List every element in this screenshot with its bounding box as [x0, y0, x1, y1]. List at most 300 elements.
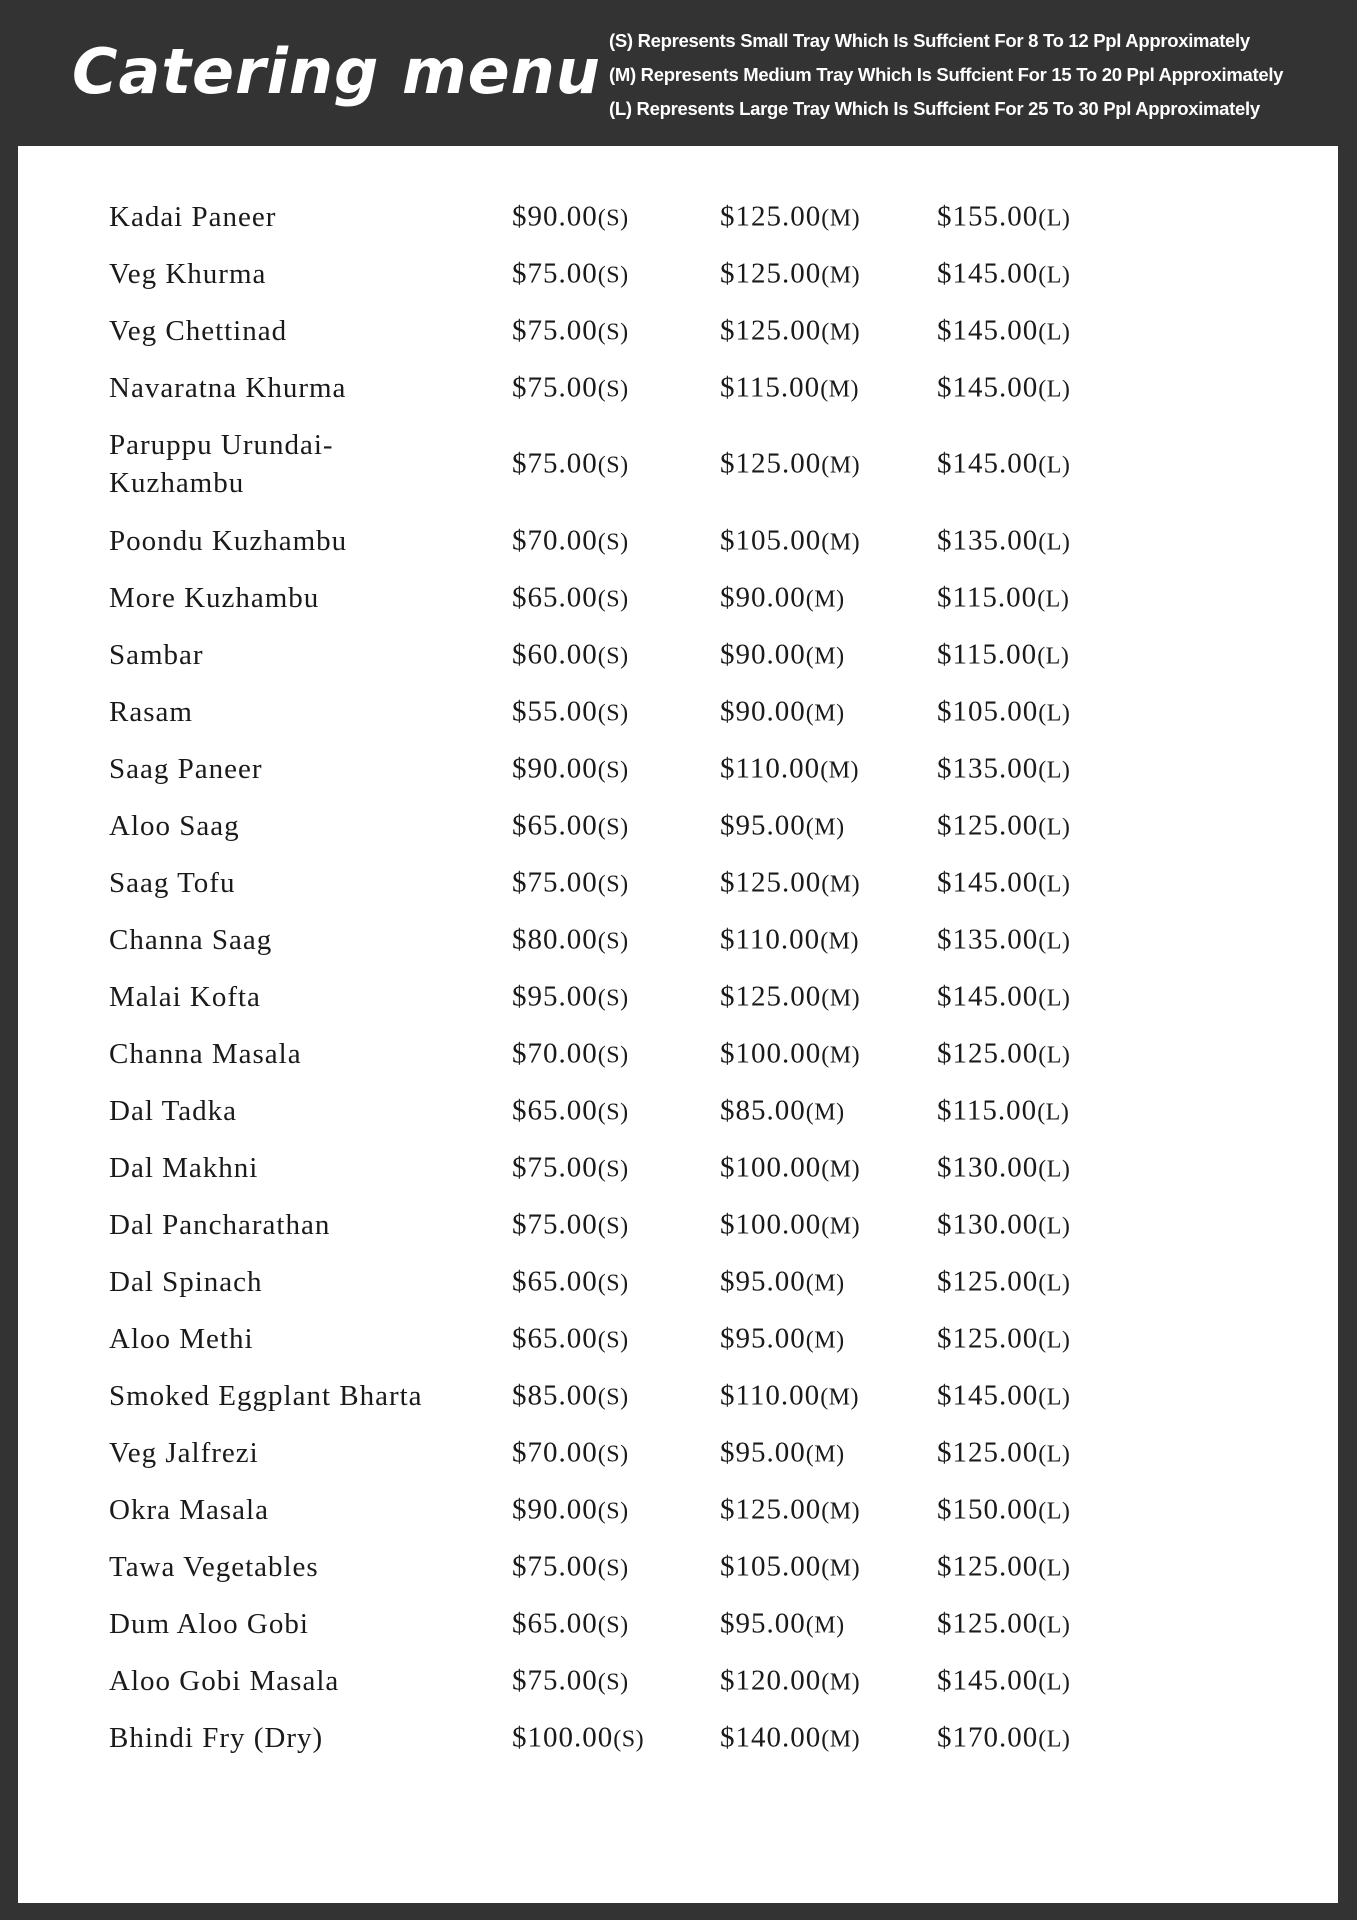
table-row	[18, 741, 1338, 798]
price-value: $100.00	[720, 1151, 822, 1184]
dish-name: Aloo Gobi Masala	[109, 1665, 340, 1697]
tray-size-label: (M)	[821, 262, 861, 289]
tray-size-label: (L)	[1038, 452, 1071, 479]
price-medium	[720, 525, 860, 558]
price-large	[937, 372, 1070, 405]
dish-name: Rasam	[109, 696, 193, 728]
price-value: $75.00	[512, 257, 598, 290]
price-value: $70.00	[512, 1436, 598, 1469]
tray-size-label: (L)	[1038, 1669, 1071, 1696]
price-large	[937, 1380, 1070, 1413]
price-medium	[720, 448, 860, 481]
price-small	[512, 1494, 629, 1527]
price-medium	[720, 1494, 860, 1527]
price-value: $110.00	[720, 752, 821, 785]
price-value: $145.00	[937, 257, 1039, 290]
tray-size-label: (L)	[1038, 1498, 1071, 1525]
price-value: $95.00	[720, 1436, 806, 1469]
price-value: $90.00	[720, 638, 806, 671]
dish-name: Channa Masala	[109, 1038, 302, 1070]
table-row	[18, 426, 1338, 502]
tray-size-label: (L)	[1038, 1213, 1071, 1240]
table-row	[18, 303, 1338, 360]
tray-size-label: (M)	[805, 1099, 845, 1126]
table-row	[18, 246, 1338, 303]
price-value: $75.00	[512, 1550, 598, 1583]
tray-note-medium: (M) Represents Medium Tray Which Is Suffcient For 15 To 20 Ppl Approximately	[609, 64, 1284, 85]
price-value: $105.00	[937, 695, 1039, 728]
price-medium	[720, 924, 859, 957]
price-value: $105.00	[720, 524, 822, 557]
price-medium	[720, 753, 859, 786]
table-row	[18, 855, 1338, 912]
table-row	[18, 627, 1338, 684]
price-value: $115.00	[937, 1094, 1038, 1127]
dish-name: Veg Jalfrezi	[109, 1437, 259, 1469]
price-value: $100.00	[720, 1208, 822, 1241]
price-value: $135.00	[937, 923, 1039, 956]
price-large	[937, 753, 1070, 786]
dish-name: Aloo Saag	[109, 810, 240, 842]
price-small	[512, 448, 629, 481]
price-small	[512, 1608, 629, 1641]
menu-header	[0, 0, 1357, 146]
tray-size-label: (L)	[1038, 928, 1071, 955]
price-large	[937, 639, 1069, 672]
tray-size-label: (M)	[821, 205, 861, 232]
price-value: $110.00	[720, 1379, 821, 1412]
price-medium	[720, 1038, 860, 1071]
tray-size-label: (S)	[597, 814, 629, 841]
price-small	[512, 1722, 644, 1755]
table-row	[18, 1425, 1338, 1482]
price-small	[512, 924, 629, 957]
dish-name: Channa Saag	[109, 924, 273, 956]
table-row	[18, 1653, 1338, 1710]
menu-list	[18, 146, 1338, 1903]
dish-name: Dal Spinach	[109, 1266, 263, 1298]
price-value: $90.00	[720, 581, 806, 614]
tray-size-label: (M)	[821, 985, 861, 1012]
tray-size-label: (S)	[597, 1498, 629, 1525]
price-large	[937, 1152, 1070, 1185]
tray-size-label: (L)	[1038, 1270, 1071, 1297]
price-large	[937, 1665, 1070, 1698]
price-small	[512, 867, 629, 900]
tray-size-label: (S)	[597, 985, 629, 1012]
dish-name: Dum Aloo Gobi	[109, 1608, 309, 1640]
table-row	[18, 1710, 1338, 1767]
dish-name: Veg Khurma	[109, 258, 267, 290]
dish-name: Sambar	[109, 639, 204, 671]
price-value: $115.00	[720, 371, 821, 404]
price-value: $85.00	[720, 1094, 806, 1127]
tray-size-label: (M)	[805, 1327, 845, 1354]
price-value: $75.00	[512, 1151, 598, 1184]
price-value: $145.00	[937, 1664, 1039, 1697]
price-value: $70.00	[512, 524, 598, 557]
price-medium	[720, 201, 860, 234]
menu-panel	[18, 146, 1338, 1903]
price-small	[512, 258, 629, 291]
price-small	[512, 1437, 629, 1470]
price-value: $125.00	[937, 809, 1039, 842]
price-value: $90.00	[512, 1493, 598, 1526]
price-large	[937, 1095, 1069, 1128]
tray-size-label: (L)	[1037, 586, 1070, 613]
price-small	[512, 525, 629, 558]
price-value: $145.00	[937, 866, 1039, 899]
price-value: $75.00	[512, 866, 598, 899]
tray-size-label: (S)	[597, 928, 629, 955]
price-value: $125.00	[720, 200, 822, 233]
price-value: $170.00	[937, 1721, 1039, 1754]
tray-size-label: (M)	[821, 1042, 861, 1069]
price-value: $130.00	[937, 1208, 1039, 1241]
price-large	[937, 696, 1070, 729]
tray-size-label: (L)	[1038, 700, 1071, 727]
table-row	[18, 1140, 1338, 1197]
price-small	[512, 639, 629, 672]
price-value: $85.00	[512, 1379, 598, 1412]
price-small	[512, 1152, 629, 1185]
price-large	[937, 258, 1070, 291]
dish-name: Navaratna Khurma	[109, 372, 347, 404]
price-medium	[720, 981, 860, 1014]
price-value: $100.00	[512, 1721, 614, 1754]
price-value: $65.00	[512, 1607, 598, 1640]
price-value: $125.00	[937, 1550, 1039, 1583]
table-row	[18, 360, 1338, 417]
price-large	[937, 981, 1070, 1014]
price-value: $135.00	[937, 524, 1039, 557]
price-value: $120.00	[720, 1664, 822, 1697]
price-small	[512, 1209, 629, 1242]
price-large	[937, 1494, 1070, 1527]
price-value: $110.00	[720, 923, 821, 956]
price-large	[937, 1551, 1070, 1584]
tray-note-small: (S) Represents Small Tray Which Is Suffcient For 8 To 12 Ppl Approximately	[609, 30, 1250, 51]
price-value: $145.00	[937, 447, 1039, 480]
dish-name: Tawa Vegetables	[109, 1551, 319, 1583]
tray-size-label: (S)	[597, 643, 629, 670]
tray-size-label: (L)	[1038, 376, 1071, 403]
tray-size-label: (S)	[597, 1441, 629, 1468]
tray-size-label: (M)	[820, 1384, 860, 1411]
price-small	[512, 981, 629, 1014]
price-small	[512, 1266, 629, 1299]
tray-size-label: (L)	[1038, 871, 1071, 898]
price-value: $75.00	[512, 1664, 598, 1697]
price-large	[937, 1437, 1070, 1470]
price-value: $145.00	[937, 980, 1039, 1013]
price-value: $125.00	[937, 1037, 1039, 1070]
tray-size-label: (L)	[1038, 205, 1071, 232]
price-value: $75.00	[512, 447, 598, 480]
price-value: $125.00	[937, 1607, 1039, 1640]
dish-name: Okra Masala	[109, 1494, 269, 1526]
tray-size-label: (M)	[805, 1612, 845, 1639]
price-value: $115.00	[937, 581, 1038, 614]
dish-name: Malai Kofta	[109, 981, 261, 1013]
price-value: $65.00	[512, 1322, 598, 1355]
tray-size-label: (L)	[1038, 319, 1071, 346]
tray-size-label: (S)	[597, 1156, 629, 1183]
price-value: $75.00	[512, 371, 598, 404]
tray-size-label: (L)	[1038, 1156, 1071, 1183]
tray-size-label: (M)	[821, 1498, 861, 1525]
tray-size-label: (L)	[1038, 529, 1071, 556]
table-row	[18, 189, 1338, 246]
price-medium	[720, 258, 860, 291]
tray-size-label: (S)	[597, 1327, 629, 1354]
price-small	[512, 1323, 629, 1356]
dish-name: More Kuzhambu	[109, 582, 320, 614]
price-value: $100.00	[720, 1037, 822, 1070]
tray-size-label: (M)	[821, 1555, 861, 1582]
tray-size-label: (M)	[821, 1726, 861, 1753]
price-value: $125.00	[937, 1265, 1039, 1298]
table-row	[18, 798, 1338, 855]
table-row	[18, 1311, 1338, 1368]
price-value: $145.00	[937, 1379, 1039, 1412]
price-value: $55.00	[512, 695, 598, 728]
price-medium	[720, 1608, 845, 1641]
dish-name: Smoked Eggplant Bharta	[109, 1380, 423, 1412]
price-large	[937, 448, 1070, 481]
tray-size-label: (L)	[1037, 643, 1070, 670]
price-value: $90.00	[720, 695, 806, 728]
price-value: $125.00	[720, 866, 822, 899]
dish-name: Dal Pancharathan	[109, 1209, 331, 1241]
price-value: $135.00	[937, 752, 1039, 785]
table-row	[18, 912, 1338, 969]
price-value: $140.00	[720, 1721, 822, 1754]
tray-size-label: (L)	[1038, 1441, 1071, 1468]
price-value: $95.00	[512, 980, 598, 1013]
tray-size-label: (L)	[1038, 1042, 1071, 1069]
tray-note-large: (L) Represents Large Tray Which Is Suffcient For 25 To 30 Ppl Approximately	[609, 98, 1260, 119]
price-value: $105.00	[720, 1550, 822, 1583]
price-medium	[720, 1266, 845, 1299]
price-large	[937, 201, 1070, 234]
tray-size-label: (S)	[597, 452, 629, 479]
tray-size-label: (L)	[1038, 1726, 1071, 1753]
tray-size-label: (S)	[597, 1669, 629, 1696]
tray-size-label: (S)	[597, 1042, 629, 1069]
page-title: Catering menu	[72, 35, 601, 108]
tray-size-label: (M)	[821, 529, 861, 556]
price-large	[937, 315, 1070, 348]
tray-size-label: (S)	[597, 262, 629, 289]
tray-size-label: (M)	[805, 1441, 845, 1468]
price-value: $145.00	[937, 314, 1039, 347]
price-value: $65.00	[512, 1094, 598, 1127]
tray-size-label: (M)	[805, 700, 845, 727]
table-row	[18, 570, 1338, 627]
price-large	[937, 1038, 1070, 1071]
price-small	[512, 1380, 629, 1413]
tray-size-label: (S)	[597, 757, 629, 784]
tray-size-label: (M)	[821, 1213, 861, 1240]
table-row	[18, 1539, 1338, 1596]
tray-size-label: (M)	[820, 376, 860, 403]
price-medium	[720, 1209, 860, 1242]
price-value: $65.00	[512, 809, 598, 842]
price-large	[937, 924, 1070, 957]
price-value: $125.00	[937, 1322, 1039, 1355]
tray-size-label: (M)	[805, 814, 845, 841]
price-large	[937, 525, 1070, 558]
price-value: $155.00	[937, 200, 1039, 233]
dish-name: Veg Chettinad	[109, 315, 288, 347]
price-value: $125.00	[720, 447, 822, 480]
table-row	[18, 1482, 1338, 1539]
tray-size-label: (L)	[1038, 985, 1071, 1012]
price-small	[512, 1038, 629, 1071]
price-medium	[720, 1722, 860, 1755]
price-large	[937, 1722, 1070, 1755]
tray-size-label: (L)	[1037, 1099, 1070, 1126]
price-value: $130.00	[937, 1151, 1039, 1184]
tray-size-label: (S)	[597, 205, 629, 232]
tray-size-label: (S)	[597, 1099, 629, 1126]
table-row	[18, 513, 1338, 570]
price-small	[512, 1665, 629, 1698]
price-small	[512, 582, 629, 615]
tray-size-label: (S)	[597, 319, 629, 346]
price-medium	[720, 1152, 860, 1185]
price-medium	[720, 810, 845, 843]
price-medium	[720, 315, 860, 348]
price-value: $75.00	[512, 1208, 598, 1241]
dish-name: Kadai Paneer	[109, 201, 277, 233]
dish-name: Saag Tofu	[109, 867, 236, 899]
price-medium	[720, 1095, 845, 1128]
tray-size-label: (S)	[597, 1612, 629, 1639]
tray-size-label: (S)	[597, 871, 629, 898]
price-value: $95.00	[720, 1322, 806, 1355]
price-value: $125.00	[720, 314, 822, 347]
tray-size-label: (M)	[820, 757, 860, 784]
table-row	[18, 1368, 1338, 1425]
table-row	[18, 1197, 1338, 1254]
price-value: $145.00	[937, 371, 1039, 404]
price-small	[512, 810, 629, 843]
price-medium	[720, 1551, 860, 1584]
dish-name: Saag Paneer	[109, 753, 263, 785]
table-row	[18, 684, 1338, 741]
price-medium	[720, 582, 845, 615]
price-value: $125.00	[937, 1436, 1039, 1469]
tray-size-label: (S)	[597, 376, 629, 403]
price-small	[512, 1551, 629, 1584]
price-small	[512, 696, 629, 729]
dish-name: Bhindi Fry (Dry)	[109, 1722, 324, 1754]
tray-size-label: (M)	[821, 452, 861, 479]
tray-size-label: (S)	[597, 1555, 629, 1582]
tray-size-label: (S)	[597, 1270, 629, 1297]
price-small	[512, 315, 629, 348]
tray-size-label: (S)	[597, 586, 629, 613]
tray-size-label: (M)	[821, 1669, 861, 1696]
price-value: $90.00	[512, 752, 598, 785]
price-value: $125.00	[720, 980, 822, 1013]
dish-name: Aloo Methi	[109, 1323, 254, 1355]
dish-name: Dal Makhni	[109, 1152, 259, 1184]
tray-size-label: (L)	[1038, 1384, 1071, 1411]
price-small	[512, 753, 629, 786]
price-medium	[720, 372, 859, 405]
price-small	[512, 201, 629, 234]
price-medium	[720, 639, 845, 672]
tray-size-notes	[609, 24, 1283, 126]
tray-size-label: (M)	[805, 643, 845, 670]
price-value: $65.00	[512, 581, 598, 614]
price-value: $90.00	[512, 200, 598, 233]
table-row	[18, 1254, 1338, 1311]
tray-size-label: (L)	[1038, 1612, 1071, 1639]
price-medium	[720, 867, 860, 900]
tray-size-label: (L)	[1038, 814, 1071, 841]
tray-size-label: (M)	[805, 1270, 845, 1297]
table-row	[18, 1596, 1338, 1653]
tray-size-label: (M)	[821, 1156, 861, 1183]
tray-size-label: (L)	[1038, 757, 1071, 784]
price-large	[937, 810, 1070, 843]
price-value: $95.00	[720, 809, 806, 842]
price-medium	[720, 1437, 845, 1470]
price-value: $75.00	[512, 314, 598, 347]
table-row	[18, 1083, 1338, 1140]
dish-name: Poondu Kuzhambu	[109, 525, 348, 557]
dish-name: Dal Tadka	[109, 1095, 238, 1127]
price-value: $80.00	[512, 923, 598, 956]
price-value: $95.00	[720, 1265, 806, 1298]
price-medium	[720, 1380, 859, 1413]
tray-size-label: (S)	[597, 529, 629, 556]
price-value: $125.00	[720, 257, 822, 290]
price-small	[512, 372, 629, 405]
price-large	[937, 867, 1070, 900]
price-value: $150.00	[937, 1493, 1039, 1526]
price-medium	[720, 696, 845, 729]
price-large	[937, 582, 1069, 615]
price-large	[937, 1266, 1070, 1299]
tray-size-label: (S)	[597, 1213, 629, 1240]
price-value: $70.00	[512, 1037, 598, 1070]
tray-size-label: (L)	[1038, 1555, 1071, 1582]
table-row	[18, 969, 1338, 1026]
tray-size-label: (M)	[820, 928, 860, 955]
price-large	[937, 1608, 1070, 1641]
price-small	[512, 1095, 629, 1128]
tray-size-label: (L)	[1038, 1327, 1071, 1354]
price-value: $125.00	[720, 1493, 822, 1526]
tray-size-label: (S)	[597, 1384, 629, 1411]
tray-size-label: (M)	[821, 871, 861, 898]
dish-name: Paruppu Urundai-Kuzhambu	[109, 429, 334, 499]
price-value: $60.00	[512, 638, 598, 671]
price-value: $95.00	[720, 1607, 806, 1640]
tray-size-label: (S)	[613, 1726, 645, 1753]
price-medium	[720, 1323, 845, 1356]
price-value: $115.00	[937, 638, 1038, 671]
price-large	[937, 1323, 1070, 1356]
price-value: $65.00	[512, 1265, 598, 1298]
price-large	[937, 1209, 1070, 1242]
price-medium	[720, 1665, 860, 1698]
